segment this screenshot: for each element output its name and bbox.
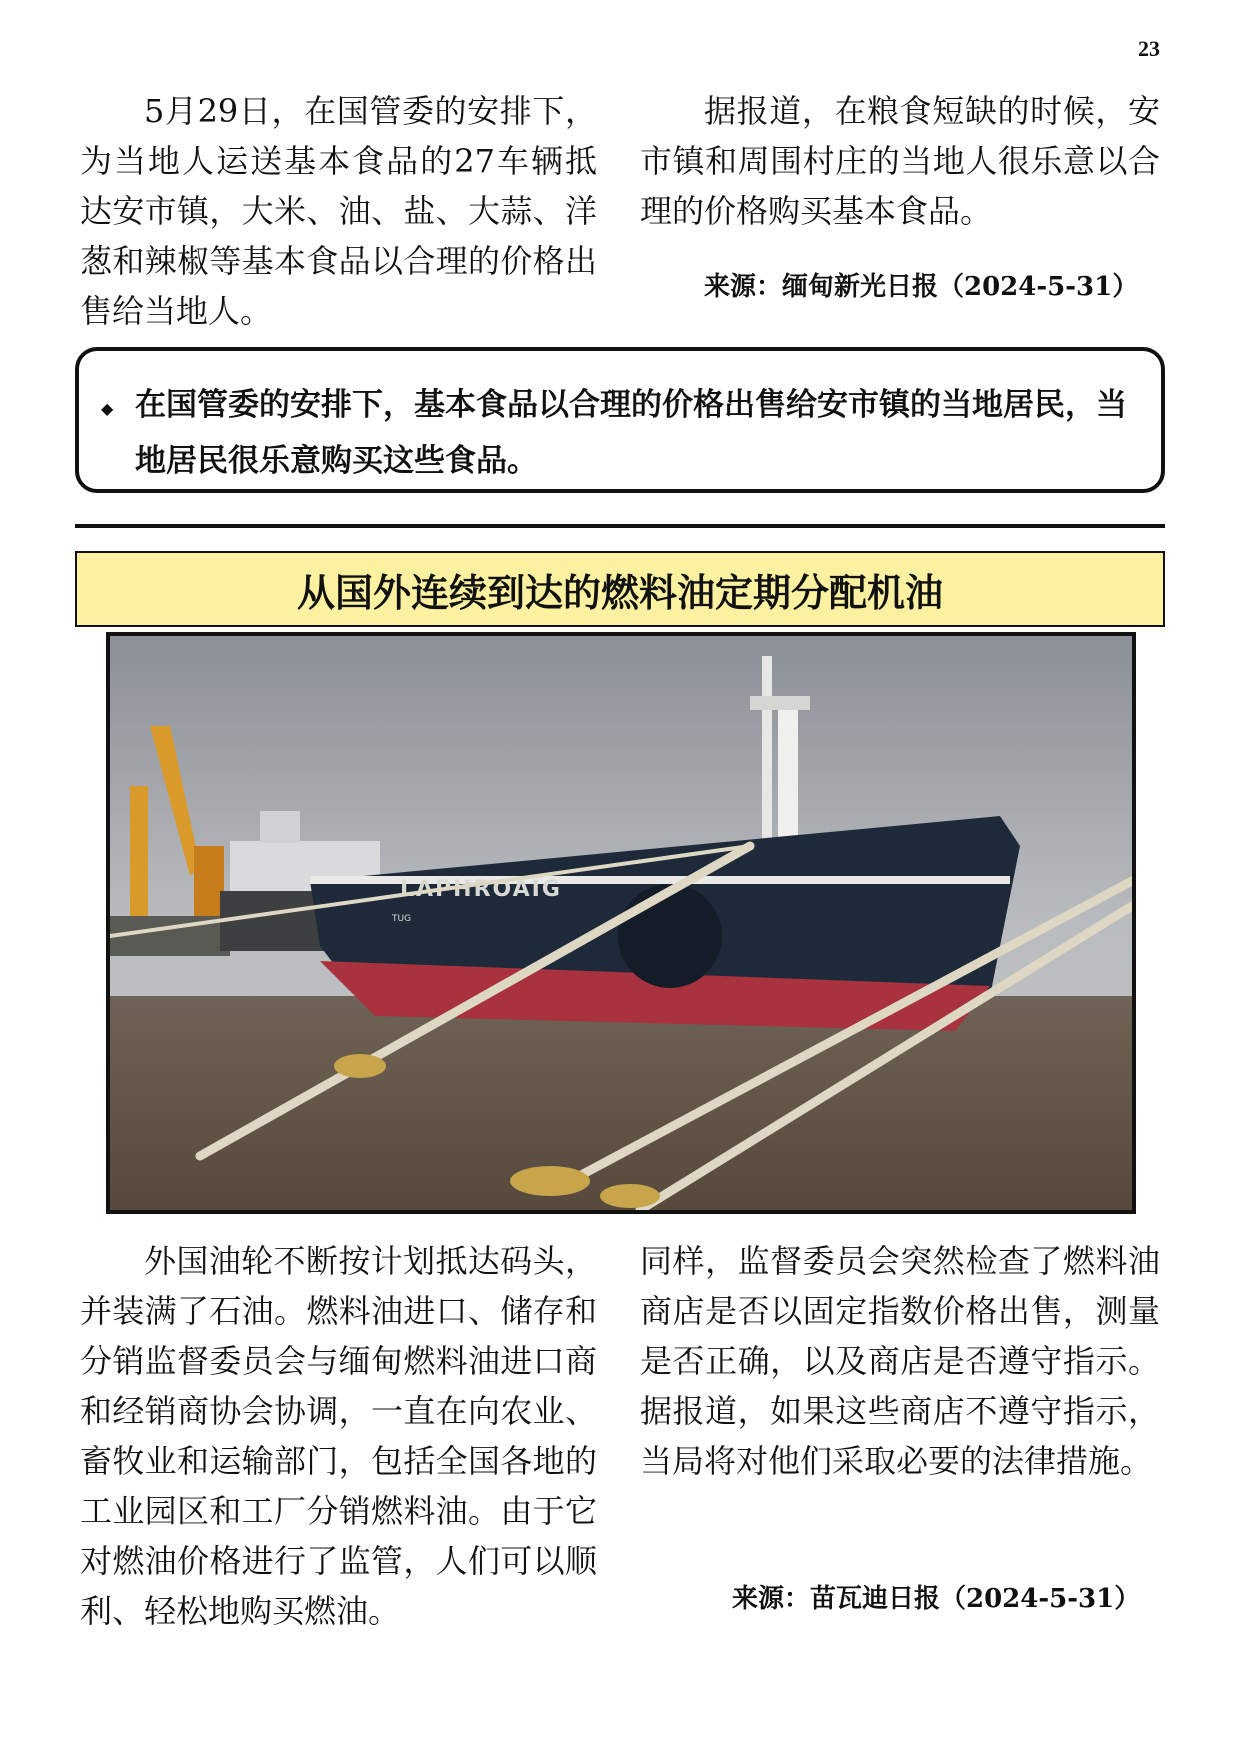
top-left-column <box>80 86 597 336</box>
bottom-right-column <box>640 1236 1160 1486</box>
bullet-icon: ◆ <box>101 399 114 418</box>
hull-mark-label: TUG <box>392 914 412 924</box>
top-right-column <box>640 86 1160 236</box>
river-water <box>110 996 1132 1210</box>
summary-box <box>75 347 1165 493</box>
top-source: 来源：缅甸新光日报（2024-5-31） <box>704 272 1139 302</box>
bottom-left-column <box>80 1236 597 1636</box>
tanker-photo <box>106 632 1136 1214</box>
bottom-right-paragraph: 同样，监督委员会突然检查了燃料油商店是否以固定指数价格出售，测量是否正确，以及商店是否遵守指示。据报道，如果这些商店不遵守指示，当局将对他们采取必要的法律措施。 <box>640 1242 1160 1480</box>
section-divider <box>75 524 1165 528</box>
page-number: 23 <box>1138 36 1160 61</box>
tanker-illustration <box>110 636 1132 1210</box>
summary-text: 在国管委的安排下，基本食品以合理的价格出售给安市镇的当地居民，当地居民很乐意购买这些食品。 <box>135 387 1127 479</box>
bottom-source: 来源：苗瓦迪日报（2024-5-31） <box>732 1584 1141 1614</box>
top-left-paragraph: 5月29日，在国管委的安排下，为当地人运送基本食品的27车辆抵达安市镇，大米、油、盐、大蒜、洋葱和辣椒等基本食品以合理的价格出售给当地人。 <box>80 92 597 330</box>
ship-name-label: LAPHROAIG <box>400 877 562 902</box>
top-right-paragraph: 据报道，在粮食短缺的时候，安市镇和周围村庄的当地人很乐意以合理的价格购买基本食品。 <box>640 92 1160 230</box>
bottom-left-paragraph: 外国油轮不断按计划抵达码头，并装满了石油。燃料油进口、储存和分销监督委员会与缅甸燃料油进口商和经销商协会协调，一直在向农业、畜牧业和运输部门，包括全国各地的工业园区和工厂分销燃料油。由于它对燃油价格进行了监管，人们可以顺利、轻松地购买燃油。 <box>80 1242 597 1630</box>
section-title: 从国外连续到达的燃料油定期分配机油 <box>75 551 1165 627</box>
